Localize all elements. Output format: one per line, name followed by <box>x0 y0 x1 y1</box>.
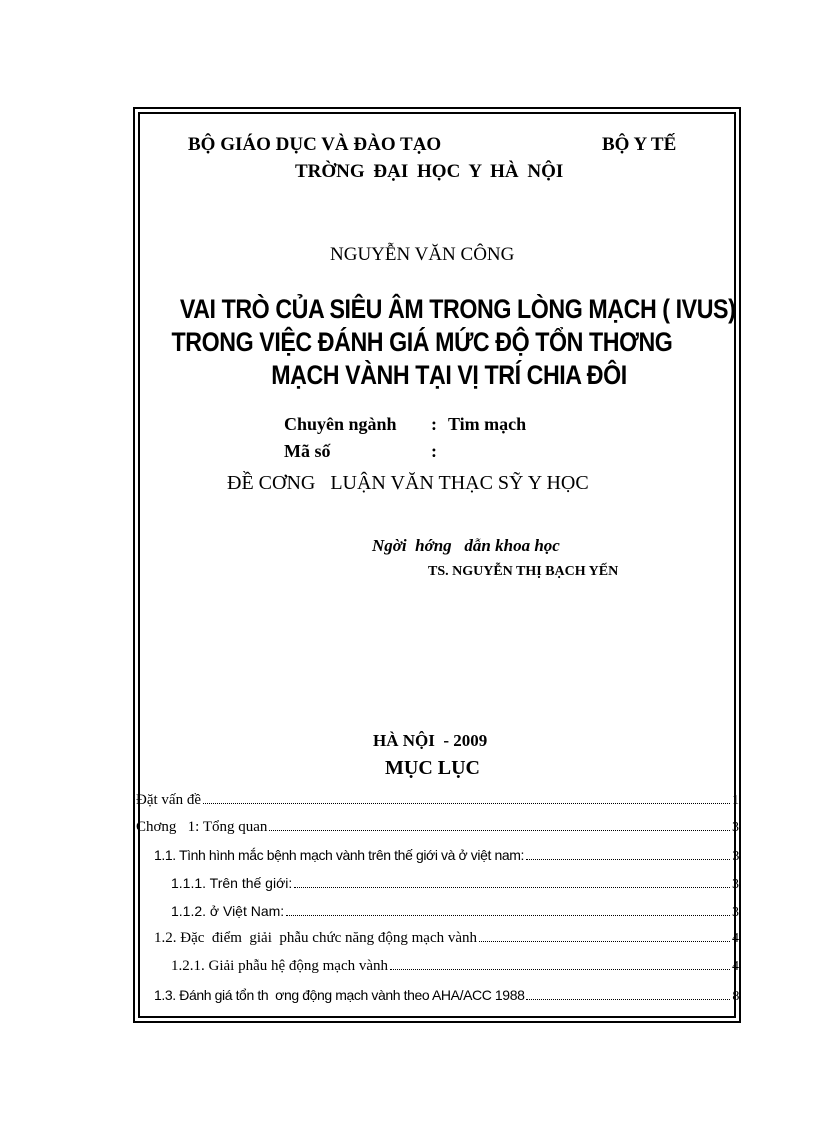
toc-item-page: 4 <box>732 931 739 946</box>
toc-item-text: 1.1. Tình hình mắc bệnh mạch vành trên thế giới và ở việt nam: <box>154 847 524 863</box>
toc-item-page: 3 <box>732 849 739 864</box>
toc-item[interactable] <box>171 903 739 921</box>
code-colon: : <box>431 441 437 461</box>
toc-leader <box>526 859 730 860</box>
toc-leader <box>526 999 730 1000</box>
toc-leader <box>479 941 730 942</box>
toc-item-text: 1.1.2. ở Việt Nam: <box>171 903 285 919</box>
place-year: HÀ NỘI - 2009 <box>373 731 488 750</box>
toc-leader <box>294 887 730 888</box>
university-name: TRỜNG ĐẠI HỌC Y HÀ NỘI <box>295 161 564 182</box>
specialty-colon: : <box>431 414 437 434</box>
toc-item-text: 1.1.1. Trên thế giới: <box>171 875 293 891</box>
toc-item-page: 3 <box>732 905 739 920</box>
toc-item-text: 1.2. Đặc điểm giải phẫu chức năng động mạch vành <box>154 930 478 946</box>
toc-leader <box>203 803 730 804</box>
toc-item[interactable] <box>154 987 739 1005</box>
toc-leader <box>269 830 730 831</box>
toc-item-page: 8 <box>732 989 739 1004</box>
supervisor-label: Ngời hớng dẫn khoa học <box>372 536 560 555</box>
toc-item-text: 1.2.1. Giải phẫu hệ động mạch vành <box>171 958 389 974</box>
author-name: NGUYỄN VĂN CÔNG <box>330 244 515 265</box>
thesis-title-line-3: MẠCH VÀNH TẠI VỊ TRÍ CHIA ĐÔI <box>271 360 627 390</box>
thesis-title-line-1: VAI TRÒ CỦA SIÊU ÂM TRONG LÒNG MẠCH ( IVUS) <box>179 294 736 324</box>
toc-item[interactable] <box>171 958 739 975</box>
toc-leader <box>286 915 730 916</box>
supervisor-name: TS. NGUYỄN THỊ BẠCH YẾN <box>428 564 619 579</box>
toc-item[interactable] <box>154 930 739 947</box>
code-label: Mã số <box>284 441 331 461</box>
specialty-label: Chuyên ngành <box>284 414 397 434</box>
toc-item-text: Chơng 1: Tổng quan <box>136 819 268 835</box>
toc-item-page: 4 <box>732 959 739 974</box>
document-type: ĐỀ CƠNG LUẬN VĂN THẠC SỸ Y HỌC <box>227 472 589 494</box>
toc-item-page: 1 <box>732 793 739 808</box>
toc-item-text: Đặt vấn đề <box>136 792 201 808</box>
toc-item-page: 3 <box>732 820 739 835</box>
specialty-value: Tim mạch <box>448 414 527 434</box>
ministry-health: BỘ Y TẾ <box>602 134 677 155</box>
toc-item[interactable] <box>136 819 739 836</box>
toc-item-text: 1.3. Đánh giá tổn th ơng động mạch vành theo AHA/ACC 1988 <box>154 987 525 1003</box>
ministry-education: BỘ GIÁO DỤC VÀ ĐÀO TẠO <box>188 134 442 155</box>
toc-leader <box>390 969 730 970</box>
toc-item-page: 3 <box>732 877 739 892</box>
toc-heading: MỤC LỤC <box>385 757 480 779</box>
toc-item[interactable] <box>171 875 739 893</box>
thesis-title-line-2: TRONG VIỆC ĐÁNH GIÁ MỨC ĐỘ TỔN THƠNG <box>171 327 673 357</box>
toc-item[interactable] <box>154 847 739 865</box>
toc-item[interactable] <box>136 792 739 809</box>
